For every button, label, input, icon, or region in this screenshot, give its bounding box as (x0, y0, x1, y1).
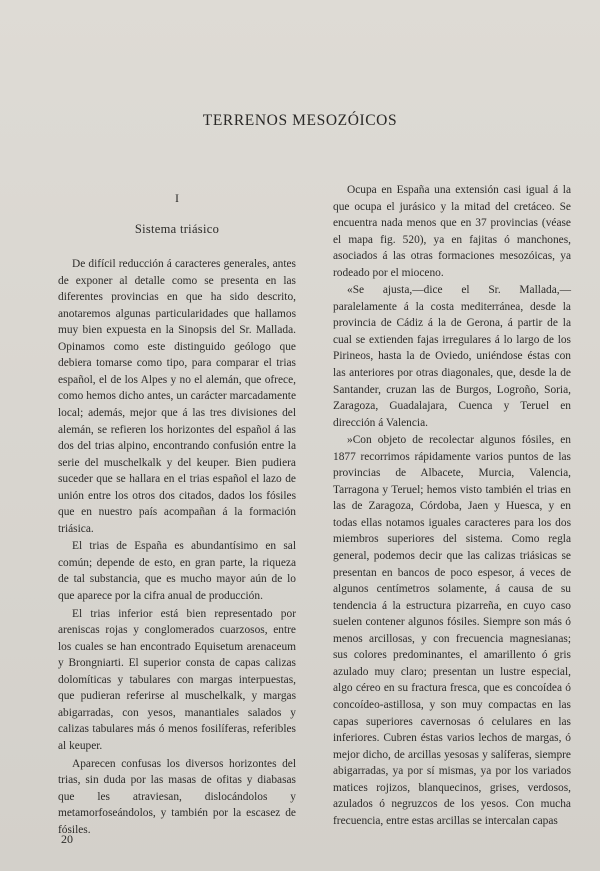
paragraph: El trias de España es abundantísimo en sal común; depende de esto, en gran parte, la riqueza de tal substancia, que es mucho mayor aún de lo que aparece por la cifra anual de producción. (58, 540, 296, 603)
paragraph: Ocupa en España una extensión casi igual á la que ocupa el jurásico y la mitad del cretáceo. Se encuentra nada menos que en 37 provincias (véase el mapa fig. 520), ya en fajitas ó manchones, asociados á las otras formaciones mesozóicas, ya rodeado por el mioceno. (333, 184, 571, 279)
right-column (333, 182, 571, 829)
paragraph: »Con objeto de recolectar algunos fósiles, en 1877 recorrimos rápidamente varios puntos de las provincias de Albacete, Murcia, Valencia, Tarragona y Teruel; hemos visto también el trias en las de Zaragoza, Córdoba, Jaen y Huesca, y en todas ellas notamos iguales caracteres para los dos miembros superiores del sistema. Como regla general, podemos decir que las calizas triásicas se presentan en bancos de poco espesor, á veces de algunos centímetros solamente, á causa de su tendencia á la estructura pizarreña, en cuyo caso suelen contener algunos fósiles. Siempre son más ó menos arcillosas, y con frecuencia magnesianas; sus colores predominantes, el amarillento ó gris azulado muy claro; presentan un lustre especial, algo céreo en su fractura fresca, que es concoídea ó concoídeo-astillosa, y son muy compactas en las capas superiores cavernosas ó celulares en las inferiores. Cubren éstas varios lechos de margas, ó mejor dicho, de arcillas yesosas y salíferas, siempre abigarradas, ya por sí mismas, ya por los variados matices rojizos, blanquecinos, grises, verdosos, azulados ó negruzcos de los yesos. Con mucha frecuencia, entre estas arcillas se intercalan capas (333, 434, 571, 827)
left-column (58, 190, 296, 838)
page-number: 20 (61, 832, 73, 846)
paragraph: «Se ajusta,—dice el Sr. Mallada,—paralelamente á la costa mediterránea, desde la provincia de Cádiz á la de Gerona, á partir de la cual se extienden fajas irregulares á lo largo de los Pirineos, hasta la de Oviedo, uniéndose éstas con las anteriores por otras diagonales, que, desde la de Santander, cruzan las de Burgos, Logroño, Soria, Zaragoza, Guadalajara, Cuenca y Teruel en dirección á Valencia. (333, 284, 571, 429)
paragraph: De difícil reducción á caracteres generales, antes de exponer al detalle como se presenta en las diferentes provincias en que ha sido descrito, anotaremos algunas particularidades que hallamos muy bien expuesta en la Sinopsis del Sr. Mallada. Opinamos como este distinguido geólogo que debiera tomarse como tipo, para comparar el trias español, el de los Alpes y no el alemán, que ofrece, como hemos dicho antes, un carácter marcadamente local; además, mejor que á las tres divisiones del alemán, se refieren los horizontes del español á las dos del trias alpino, encontrando confusión entre la serie del muschelkalk y del keuper. Bien pudiera suceder que se hallara en el trias español el lazo de unión entre los otros dos citados, dados los fósiles que en nuestro país acompañan á la formación triásica. (58, 258, 296, 535)
section-title: Sistema triásico (134, 221, 220, 236)
paragraph: Aparecen confusas los diversos horizontes del trias, sin duda por las masas de ofitas y diabasas que les atraviesan, dislocándolos y metamorfoseándolos, y también por la escasez de fósiles. (58, 757, 296, 836)
paragraph: El trias inferior está bien representado por areniscas rojas y conglomerados cuarzosos, entre los cuales se han encontrado Equisetum arenaceum y Brongniarti. El superior consta de capas calizas dolomíticas y tabulares con margas interpuestas, que pudieran referirse al muschelkalk, y margas abigarradas, con yesos, manantiales salados y calizas tabulares más ó menos fosilíferas, referibles al keuper. (58, 607, 296, 752)
running-title: TERRENOS MESOZÓICOS (202, 112, 398, 129)
section-number: I (175, 191, 179, 205)
